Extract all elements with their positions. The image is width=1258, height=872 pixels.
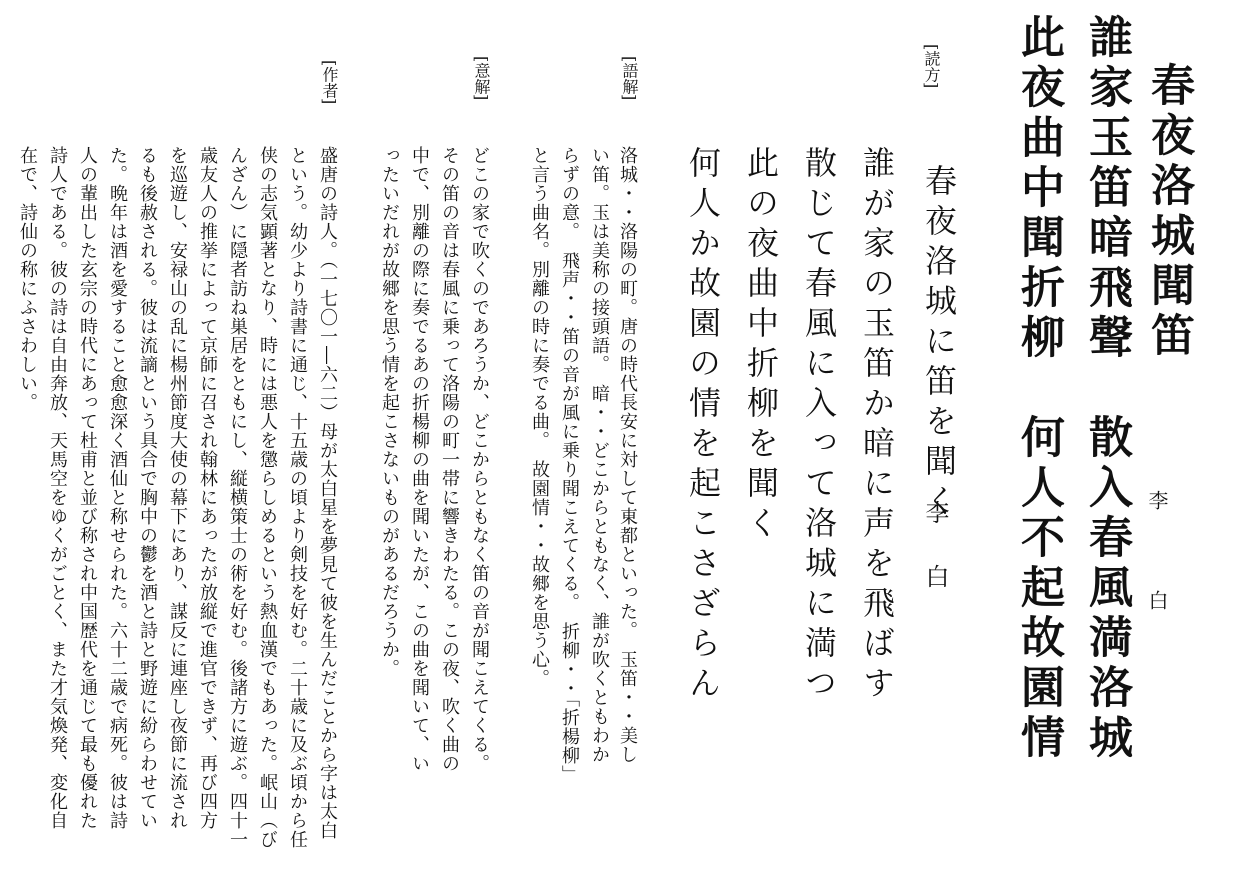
biography-column-8: た。晩年は酒を愛すること愈愈深く酒仙と称せられた。六十二歳で病死。彼は詩 (107, 146, 128, 830)
reading-author: 李白 (921, 500, 949, 628)
meaning-column-4: ったいだれが故郷を思う情を起こさないものがあるだろうか。 (379, 146, 400, 678)
poem-line-2: 此夜曲中聞折柳 何人不起故園情 (1013, 14, 1064, 764)
reading-line-4: 何人か故園の情を起こさざらん (684, 146, 722, 706)
reading-label: [ 読方 ] (920, 44, 943, 89)
glossary-column-4: と言う曲名。別離の時に奏でる曲。 故園情・・故郷を思う心。 (529, 146, 550, 688)
glossary-column-1: 洛城・・洛陽の町。唐の時代長安に対して東都といった。 玉笛・・美し (617, 146, 638, 764)
meaning-label: [ 意解 ] (470, 56, 493, 101)
meaning-column-2: その笛の音は春風に乗って洛陽の町一帯に響きわたる。この夜、吹く曲の (439, 146, 460, 773)
biography-column-1: 盛唐の詩人。（一七〇一―六二）母が太白星を夢見て彼を生んだことから字は太白 (317, 146, 338, 840)
meaning-column-1: どこの家で吹くのであろうか、どこからともなく笛の音が聞こえてくる。 (469, 146, 490, 773)
biography-column-3: 侠の志気顕著となり、時には悪人を懲らしめるという熱血漢でもあった。岷山（び (257, 146, 278, 849)
glossary-column-3: らずの意。 飛声・・笛の音が風に乗り聞こえてくる。 折柳・・「折楊柳」 (559, 146, 580, 784)
poem-author: 李白 (1145, 490, 1169, 690)
biography-column-6: を巡遊し、安禄山の乱に楊州節度大使の幕下にあり、謀反に連座し夜節に流され (167, 146, 188, 830)
reading-title: 春夜洛城に笛を聞く (920, 164, 958, 524)
reading-line-1: 誰が家の玉笛か暗に声を飛ばす (858, 146, 896, 706)
biography-column-7: るも後赦される。彼は流謫という具合で胸中の鬱を酒と詩と野遊に紛らわせてい (137, 146, 158, 830)
poem-title: 春夜洛城聞笛 (1143, 62, 1194, 362)
glossary-column-2: い笛。玉は美称の接頭語。 暗・・どこからともなく、誰が吹くともわか (589, 146, 610, 764)
biography-column-5: 歳友人の推挙によって京師に召され翰林にあったが放縦で進官できず、再び四方 (197, 146, 218, 830)
glossary-label: [ 語解 ] (618, 56, 641, 101)
biography-column-9: 人の輩出した玄宗の時代にあって杜甫と並び称され中国歴代を通じて最も優れた (77, 146, 98, 830)
reading-line-2: 散じて春風に入って洛城に満つ (800, 146, 838, 706)
poem-line-1: 誰家玉笛暗飛聲 散入春風満洛城 (1081, 14, 1132, 764)
biography-column-2: という。幼少より詩書に通じ、十五歳の頃より剣技を好む。二十歳に及ぶ頃から任 (287, 146, 308, 849)
biography-label: [ 作者 ] (318, 60, 341, 105)
biography-column-4: んざん）に隠者訪ね巣居をともにし、縦横策士の術を好む。後諸方に遊ぶ。四十一 (227, 146, 248, 849)
biography-column-10: 詩人である。彼の詩は自由奔放、天馬空をゆくがごとく、また才気煥発、変化自 (47, 146, 68, 830)
meaning-column-3: 中で、別離の際に奏でるあの折楊柳の曲を聞いたが、この曲を聞いて、い (409, 146, 430, 773)
biography-column-11: 在で、詩仙の称にふさわしい。 (17, 146, 38, 412)
reading-line-3: 此の夜曲中折柳を聞く (742, 146, 780, 546)
